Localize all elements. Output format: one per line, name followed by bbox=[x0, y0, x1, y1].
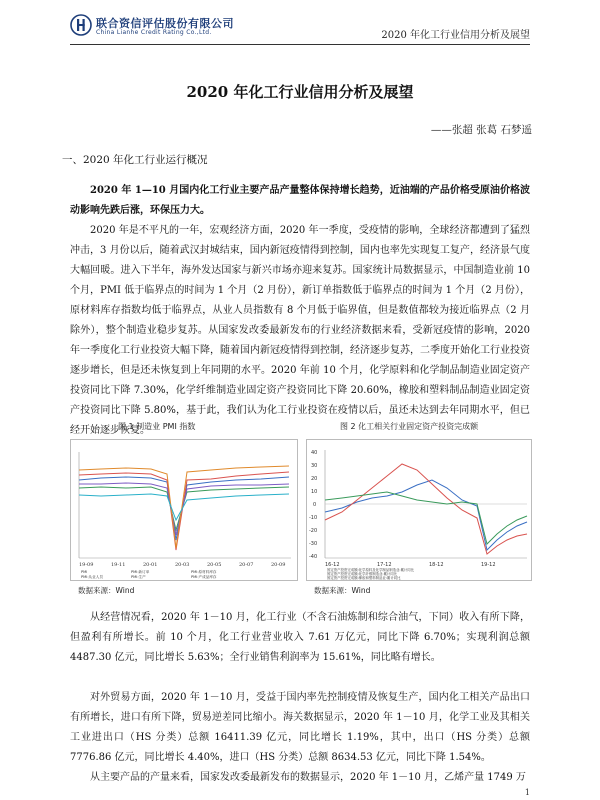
fig2-ytick: -20 bbox=[309, 528, 318, 534]
fig2-xtick: 16-12 bbox=[325, 562, 340, 568]
figure2-chart bbox=[306, 439, 532, 581]
fig1-xtick: 19-11 bbox=[111, 562, 126, 568]
section-heading: 一、2020 年化工行业运行概况 bbox=[62, 154, 208, 166]
fig2-xtick: 17-12 bbox=[377, 562, 392, 568]
fig2-ytick: 0 bbox=[313, 502, 317, 508]
paragraph-production: 从主要产品的产量来看，国家发改委最新发布的数据显示，2020 年 1－10 月，乙烯产量 1749 万 bbox=[90, 772, 526, 783]
fig1-legend-item: PMI:产成品库存 bbox=[191, 575, 217, 579]
company-logo-icon bbox=[70, 14, 92, 36]
fig2-ytick: 40 bbox=[311, 450, 318, 456]
paragraph-trade: 对外贸易方面，2020 年 1－10 月，受益于国内率先控制疫情及恢复生产，国内化工相关产品出口有所增长，进口有所下降，贸易逆差同比缩小。海关数据显示，2020 年 1－10 月，化学工业及其相关工业进出口（HS 分类）总额 16411.39 亿元，同比增长 1.19%，其中，出口（HS 分类）总额 7776.86 亿元，同比增长 4.40%，进口（HS 分类）总额 8634.53 亿元，同比下降 1.54%。 bbox=[70, 692, 530, 763]
fig2-ytick: 10 bbox=[311, 489, 318, 495]
figure1-plot bbox=[71, 440, 297, 580]
fig1-legend-item: PMI:原材料库存 bbox=[191, 570, 217, 574]
fig1-legend-item: PMI:新订单 bbox=[131, 570, 150, 574]
fig2-legend-item: 固定资产投资完成额:化学原料及化学制品制造业:累计同比 bbox=[327, 568, 415, 572]
fig2-legend-item: 固定资产投资完成额:橡胶和塑料制品业:累计同比 bbox=[327, 576, 401, 580]
fig2-xtick: 18-12 bbox=[429, 562, 444, 568]
figure2-source: 数据来源：Wind bbox=[314, 586, 371, 595]
figure1-source: 数据来源：Wind bbox=[78, 586, 135, 595]
authors: ——张超 张葛 石梦遥 bbox=[430, 124, 532, 136]
fig1-xtick: 19-09 bbox=[79, 562, 94, 568]
running-header-title: 2020 年化工行业信用分析及展望 bbox=[381, 30, 530, 41]
chem-raw-line bbox=[325, 480, 527, 550]
logo-english-name: China Lianhe Credit Rating Co.,Ltd. bbox=[96, 29, 212, 36]
fig2-ytick: -30 bbox=[309, 541, 318, 547]
figures-row bbox=[70, 421, 530, 597]
fig1-legend-item: PMI:生产 bbox=[131, 575, 146, 579]
fig1-xtick: 20-09 bbox=[271, 562, 286, 568]
figure2-plot bbox=[307, 440, 531, 580]
paragraph-macro: 2020 年是不平凡的一年，宏观经济方面，2020 年一季度，受疫情的影响，全球经济都遭到了猛烈冲击，3 月份以后，随着武汉封城结束，国内新冠疫情得到控制，国内也率先实现复工复产，经济景气度大幅回暖。进入下半年，海外发达国家与新兴市场亦迎来复苏。国家统计局数据显示，中国制造业前 10 个月，PMI 低于临界点的时间为 1 个月（2 月份），新订单指数低于临界点的时间为 1 个月（2 月份），原材料库存指数均低于临界点，从业人员指数有 8 个月低于临界值，但是数值都较为接近临界点（2 月除外），整个制造业稳步复苏。从国家发改委最新发布的行业经济数据来看，受新冠疫情的影响，2020 年一季度化工行业投资大幅下降，随着国内新冠疫情得到控制，经济逐步复苏，二季度开始化工行业投资逐步增长，但是还未恢复到上年同期的水平。2020 年前 10 个月，化学原料和化学制品制造业固定资产投资同比下降 7.30%，化学纤维制造业固定资产投资同比下降 20.60%，橡胶和塑料制品制造业固定资产投资同比下降 5.80%，基于此，我们认为化工行业投资在疫情以后，虽还未达到去年同期水平，但已经开始逐步恢复。 bbox=[70, 225, 530, 436]
page-title: 2020 年化工行业信用分析及展望 bbox=[186, 83, 414, 101]
page-number: 1 bbox=[524, 788, 530, 797]
fig1-xtick: 20-07 bbox=[239, 562, 254, 568]
pmi-line bbox=[79, 477, 289, 540]
figure1-chart bbox=[70, 439, 298, 581]
fig2-ytick: -10 bbox=[309, 515, 318, 521]
page-header bbox=[70, 14, 530, 42]
logo-chinese-name: 联合资信评估股份有限公司 bbox=[96, 17, 234, 30]
fig2-ytick: -40 bbox=[309, 554, 318, 560]
fig2-xtick: 19-12 bbox=[481, 562, 496, 568]
paragraph-summary: 2020 年 1—10 月国内化工行业主要产品产量整体保持增长趋势，近油端的产品价格受原油价格波动影响先跌后涨，环保压力大。 bbox=[70, 185, 530, 216]
rubber-plastic-line bbox=[325, 492, 527, 544]
paragraph-operations: 从经营情况看，2020 年 1－10 月，化工行业（不含石油炼制和综合油气，下同）收入有所下降，但盈利有所增长。前 10 个月，化工行业营业收入 7.61 万亿元，同比下降 6.70%；实现利润总额 4487.30 亿元，同比增长 5.63%；全行业销售利润率为 15.61%，同比略有增长。 bbox=[70, 612, 530, 663]
fig2-ytick: 20 bbox=[311, 476, 318, 482]
header-divider bbox=[70, 44, 530, 45]
figure2-caption: 图 2 化工相关行业固定资产投资完成额 bbox=[340, 422, 479, 431]
fig1-legend-item: PMI:从业人员 bbox=[81, 575, 103, 579]
fig1-xtick: 20-01 bbox=[143, 562, 158, 568]
fig1-xtick: 20-05 bbox=[207, 562, 222, 568]
production-line bbox=[79, 466, 289, 548]
fig2-ytick: 30 bbox=[311, 463, 318, 469]
fig1-xtick: 20-03 bbox=[175, 562, 190, 568]
fig1-legend-item: PMI bbox=[81, 570, 88, 574]
figure1-caption: 图 1 制造业 PMI 指数 bbox=[118, 422, 196, 431]
fig2-legend-item: 固定资产投资完成额:化学纤维制造业:累计同比 bbox=[327, 572, 398, 576]
